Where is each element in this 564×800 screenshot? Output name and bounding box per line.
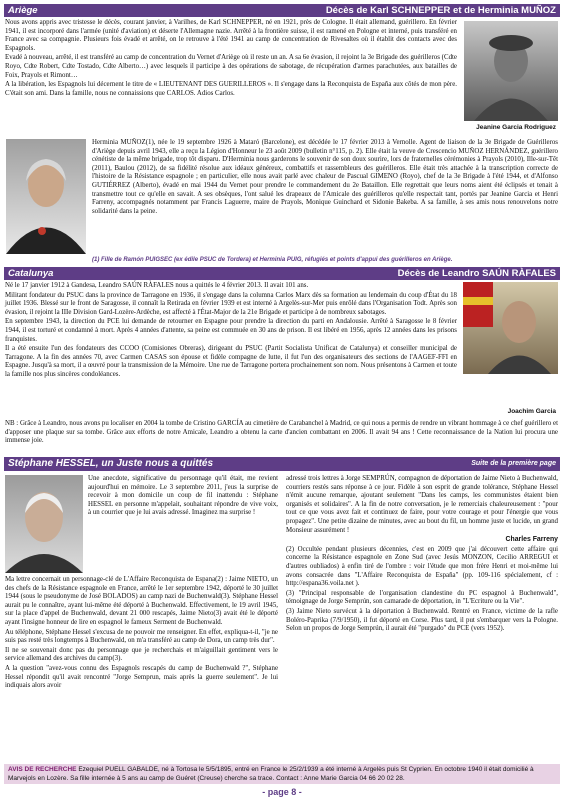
signature: Joachim Garcia [507, 408, 556, 415]
avis-label: AVIS DE RECHERCHE [8, 766, 77, 773]
hessel-col2 [286, 475, 558, 635]
portrait-man [5, 475, 83, 573]
schnepper-article [5, 19, 457, 99]
photo-stephane-hessel [5, 475, 83, 573]
paragraph: En septembre 1943, la direction du PCE lui demande de retourner en Espagne pour prendre la direction du parti en Andalousie. Arrêté à Saragosse le 8 février 1944, il est torturé et condamné à mort. Après 4 années d'attente, sa peine est commuée en 30 ans de prison. Il est libéré en 1956, après 12 années dans les prisons franquistes. [5, 318, 457, 343]
nb-note [5, 420, 558, 447]
paragraph: Une anecdote, significative du personnage qu'il était, me revient aujourd'hui en mémoire. Le 3 septembre 2011, j'eus la surprise de recevoir à mon domicile un coup de fil inattendu : Stéphane HESSEL en personne m'appelait, souhaitant répondre de vive voix, à un courrier que je lui avais adressé. Imaginez ma surprise ! [88, 475, 278, 517]
photo-karl-schnepper [464, 21, 558, 121]
paragraph: Au téléphone, Stéphane Hessel s'excusa de ne pouvoir me renseigner. En effet, expliqua-t-il, "je ne suis pas resté très longtemps à Buchenwald, on m'a transféré au camp de Dora, un camp très dur". [5, 628, 278, 645]
paragraph: Ma lettre concernait un personnage-clé de L'Affaire Reconquista de Espana(2) : Jaime NIETO, un des chefs de la Résistance espagnole en France, arrêté le 1er septembre 1942, déporté le 30 juillet 1944 (sous le pseudonyme de José BOLADOS) au camp nazi de Buchenwald(3). Stéphane Hessel aurait pu le connaître, ayant lui-même été déporté à Buchenwald. Effectivement, le 19 avril 1945, sur la place d'appel de Buchenwald, devant 21 000 rescapés, Jaime Nieto(3) avait été le déporté ayant l'insigne honneur de lire en espagnol le fameux Serment de Buchenwald. [5, 576, 278, 626]
paragraph: A la question "avez-vous connu des Espagnols rescapés du camp de Buchenwald ?", Stéphane Hessel répondit qu'il avait rencontré "Jorge Semprun, mais après la guerre seulement". Je lui indiquais alors avoir [5, 664, 278, 690]
continued-label: Suite de la première page [471, 460, 556, 467]
munoz-article [92, 139, 558, 217]
footnote-3a: (3) "Principal responsable de l'organisation clandestine du PC espagnol à Buchenwald", témoignage de Jorge Semprún, son camarade de déportation, in "L'Ecriture ou la Vie". [286, 589, 558, 606]
section-title: Décès de Karl SCHNEPPER et de Herminia MUÑOZ [325, 5, 556, 16]
signature: Jeanine Garcia Rodriguez [476, 124, 556, 131]
footnote: (1) Fille de Ramón PUIGSEC (ex édile PSUC de Tordera) et Herminia PUIG, réfugiés et points d'appui des guérilleros en Ariège. [92, 257, 453, 263]
paragraph: Militant fondateur du PSUC dans la province de Tarragone en 1936, il s'engage dans la columna Carlos Marx dès sa formation au lendemain du coup d'État du 18 juillet 1936. Blessé sur le front de Saragosse, il connaît la Retirada en février 1939 et est interné à Argelès-sur-Mer puis enrôlé dans l'Organisation Todt. Après son évasion, il rejoint la IIIe Division Gard-Lozère-Ardèche, est affecté à l'État-Major de la 21e Brigade et participe à de nombreux sabotages. [5, 291, 457, 316]
paragraph: Il ne se souvenait donc pas du personnage que je recherchais et m'aiguillait gentiment vers le service allemand des archives du camp(3). [5, 646, 278, 663]
paragraph: NB : Grâce à Leandro, nous avons pu localiser en 2004 la tombe de Cristino GARCÍA au cimetière de Carabanchel à Madrid, ce qui nous a permis de rendre un vibrant hommage à ce chef guérillero et d'apposer une plaque sur sa tombe. Grâce aux efforts de notre Amicale, Leandro a obtenu la carte d'ancien combattant en 2006. Il avait 94 ans ! Cette reconnaissance de la Nation lui procura une immense joie. [5, 420, 558, 445]
section-header-ariege [4, 4, 560, 17]
hessel-col1 [5, 576, 278, 692]
footnote-3b: (3) Jaime Nieto survécut à la déportation à Buchenwald. Rentré en France, victime de la rafle Boléro-Paprika (7/9/1950), il fut déporté en Corse. Plus tard, il put s'embarquer vers la Pologne. Selon un propos de Jorge Semprún, il aurait été "purgado" du PCE (vers 1952). [286, 607, 558, 633]
page-number: - page 8 - [262, 787, 302, 797]
hessel-col1-top [88, 475, 278, 519]
signature: Charles Farreny [505, 536, 558, 544]
photo-herminia-munoz [6, 139, 86, 254]
saun-article [5, 282, 457, 381]
paragraph: Nous avons appris avec tristesse le décès, courant janvier, à Varilhes, de Karl SCHNEPPER, né en 1921, près de Cologne. Il était allemand, guérillero. En février 1941, il est incorporé dans l'armée (unité d'aviation) et déserte l'Allemagne nazie. Arrêté à la frontière suisse, il est ramené en Pologne et interné, puis transféré en France avec sa compagnie. Plusieurs fois évadé et arrêté, on le retrouve à l'été 1941 au camp de concentration de Rivesaltes où il établit des contacts avec des Espagnols. [5, 19, 457, 52]
section-header-catalunya [4, 267, 560, 280]
section-title: Stéphane HESSEL, un Juste nous a quittés [8, 458, 214, 469]
portrait-woman [6, 139, 86, 254]
paragraph: Evadé à nouveau, arrêté, il est transféré au camp de concentration du Vernet d'Ariège où il reste un an. A sa 6e évasion, il rejoint la 3e Brigade des guérilleros (Cdte Royo, Cdte Robert, Cdte Tostado, Cdte Alberto…) avec lesquels il participe à des opérations de sabotage, de récupération d'armes parachutées, aux batailles de Foix, Prayols et Rimont… [5, 54, 457, 79]
section-title: Décès de Leandro SAÚN RÀFALES [397, 268, 556, 279]
photo-leandro-saun [463, 282, 558, 374]
portrait-soldier [464, 21, 558, 121]
paragraph: Né le 17 janvier 1912 à Gandesa, Leandro SAÚN RÀFALES nous a quittés le 4 février 2013. Il avait 101 ans. [5, 282, 309, 289]
paragraph: adressé trois lettres à Jorge SEMPRÚN, compagnon de déportation de Jaime Nieto à Buchenwald, courriers restés sans réponse à ce jour. Fidèle à son esprit de grande tolérance, Stéphane Hessel n'émit aucune remarque, ajoutant seulement "Dans les camps, les communistes étaient bien organisés et solidaires". A la fin de notre conversation, je le remerciais chaleureusement : "pour tout ce que vous avez fait et continuez de faire, pour votre courage et pour l'énergie que vous propagez". Une petite dizaine de minutes, avec au bout du fil, un homme juste et lucide, un grand Monsieur assurément ! [286, 475, 558, 534]
avis-de-recherche-box [4, 764, 560, 784]
region-label: Catalunya [8, 268, 54, 279]
portrait-elder [463, 282, 558, 374]
region-label: Ariège [8, 5, 38, 16]
avis-text: Ezequiel PUELL GABALDE, né à Tortosa le 5/5/1895, entré en France le 25/2/1939 a été interné à Argelès puis St Cyprien. En octobre 1940 il était domicilié à Marvejols en Lozère. Sa fille internée à 5 ans au camp de Guéret (Creuse) cherche sa trace. Contact : Anne Marie Garcia 04 66 20 02 28. [8, 766, 534, 782]
footnote-2: (2) Occultée pendant plusieurs décennies, c'est en 2009 que j'ai découvert cette affaire qui concerne la Résistance espagnole en Zone Sud (avec Jesús MONZON, Cecilio ARREGUI et d'autres oubliados) à enfin tiré de l'ombre : voir l'étude que mon frère Henri et moi-même lui avons consacrée dans "L'Affaire Reconquista de España" (pp. 109-116 spécialement, cf : http://espana36.voila.net ). [286, 545, 558, 588]
section-header-hessel [4, 457, 560, 471]
paragraph: A la libération, les Espagnols lui décernent le titre de « LIEUTENANT DES GUERILLEROS ». Il s'engage dans la Reconquista de España aux côtés de mon père. C'était son ami. Dans la famille, nous ne connaissions que CARLOS. Adios Carlos. [5, 81, 457, 97]
paragraph: Herminia MUÑOZ(1), née le 19 septembre 1926 à Mataró (Barcelone), est décédée le 17 février 2013 à Vernolle. Agent de liaison de la 3e Brigade de Guérilleros d'Ariège depuis avril 1943, elle a reçu la Légion d'Honneur le 23 août 2009 (bulletin n°115, p. 2). Elle était la veuve de Crescencio MUÑOZ HERNÁNDEZ, guérillero cénétiste de la même brigade, trop tôt disparu. D'Herminia nous garderons le souvenir de son doux sourire, lors de fraternelles cérémonies à Prayols (2010), Ille-sur-Têt (2011), Baulou (2012), de sa fidélité résolue aux idéaux généreux, combattifs et rassembleurs des guérilleros. Elle était très attachée à la transcription correcte de l'histoire de la Résistance espagnole ; en particulier, elle nous avait parlé avec chaleur de Pascual GIMENO (Royo), chef de la 3e Brigade à l'été 1944, et d'Alfonso GUTIÉRREZ (Alberto), évadé en mai 1944 du Vernet pour prendre le commandement du 2e Bataillon. Elle regrettait que leurs noms aient été éclipsés et tenait à transmettre tout ce qu'elle en savait. A ses obsèques, l'ont salué les drapeaux de l'Amicale des guérilleros qu'elle respectait tant, portés par Jeanine Garcia et Henri Farreny, accompagnés notamment par Francis Laguerre, maire de Prayols, Monique Guinchard et Sidonie Bakeba. A sa famille, à ses amis nous renouvelons notre solidarité dans la peine. [92, 139, 558, 215]
paragraph: Il a été ensuite l'un des fondateurs des CCOO (Comisiones Obreras), dirigeant du PSUC (Partit Socialista Unificat de Catalunya) et conseiller municipal de Tarragone. A la fin des années 70, avec Carmen CASAS son épouse et fidèle compagne de lutte, il fut l'un des organisateurs des sections de l'AAGEF-FFI en Espagne. Jusqu'à sa mort, il a œuvré pour la transmission de la Mémoire. Une rue de Tarragone portera prochainement son nom. Nous présentons à Carmen et toute la famille nos plus sincères condoléances. [5, 345, 457, 378]
